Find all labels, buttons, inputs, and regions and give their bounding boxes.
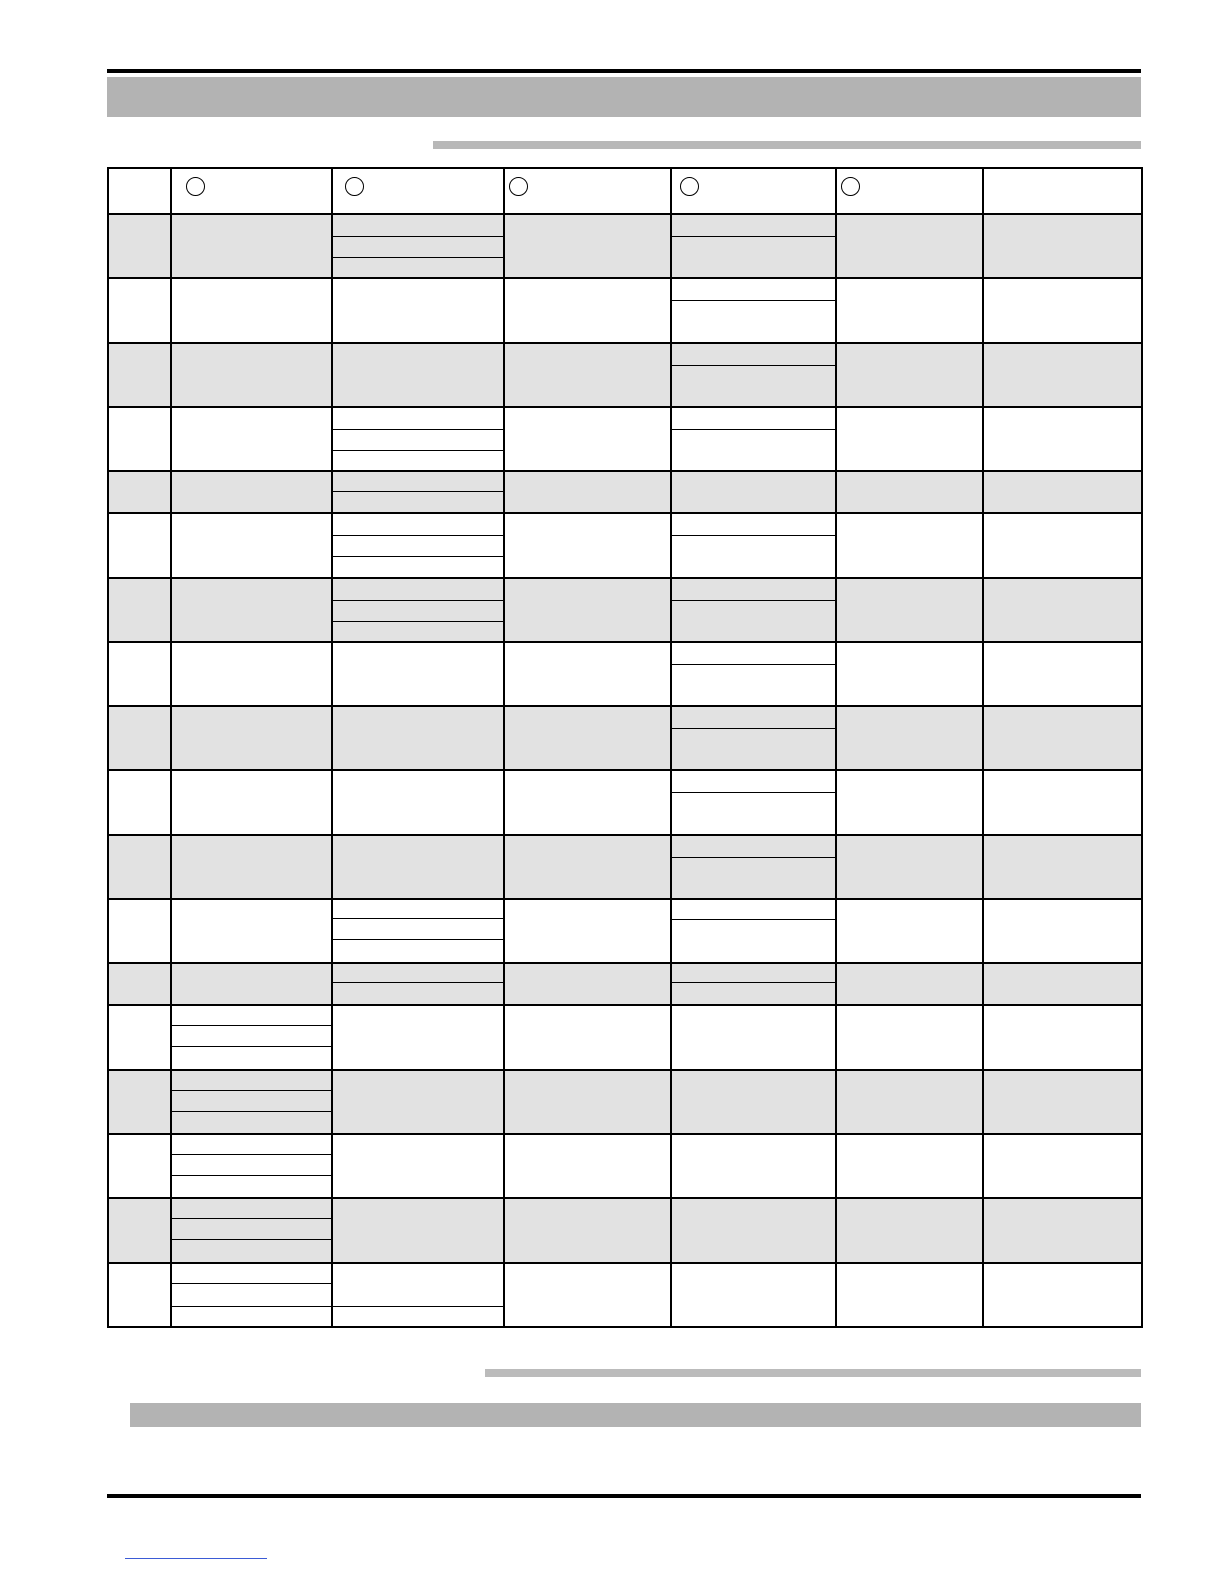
table-cell xyxy=(108,1263,171,1327)
header-cell xyxy=(332,168,504,214)
table-row xyxy=(108,1005,1142,1069)
table-cell xyxy=(983,214,1142,278)
table-cell xyxy=(836,963,983,1005)
table-cell xyxy=(836,278,983,342)
table-row xyxy=(108,471,1142,513)
table-cell xyxy=(836,1263,983,1327)
table-cell xyxy=(332,578,504,642)
table-cell xyxy=(983,1134,1142,1198)
table-cell xyxy=(983,1198,1142,1262)
table-cell xyxy=(108,471,171,513)
table-row xyxy=(108,214,1142,278)
table-cell xyxy=(671,835,836,899)
table-cell xyxy=(504,1070,671,1134)
bottom-rule xyxy=(107,1494,1141,1498)
table-cell xyxy=(171,1198,332,1262)
table-cell xyxy=(836,471,983,513)
table-cell xyxy=(108,278,171,342)
table-row xyxy=(108,1198,1142,1262)
table-cell xyxy=(671,1070,836,1134)
table-cell xyxy=(108,578,171,642)
table-row xyxy=(108,513,1142,577)
table-cell xyxy=(504,1263,671,1327)
table-cell xyxy=(983,578,1142,642)
table-row xyxy=(108,407,1142,471)
table-cell xyxy=(983,706,1142,770)
table-cell xyxy=(671,343,836,407)
table-cell xyxy=(671,1198,836,1262)
table-cell xyxy=(836,1134,983,1198)
table-cell xyxy=(836,214,983,278)
table-cell xyxy=(504,1198,671,1262)
column-marker-circle xyxy=(841,177,860,196)
bottom-section-heading-bar xyxy=(485,1369,1141,1377)
table-cell xyxy=(108,407,171,471)
table-cell xyxy=(671,899,836,963)
table-cell xyxy=(332,471,504,513)
table-cell xyxy=(332,835,504,899)
top-rule xyxy=(107,69,1141,73)
table-cell xyxy=(332,1070,504,1134)
footer-link[interactable] xyxy=(125,1558,267,1559)
table-cell xyxy=(983,770,1142,834)
table-cell xyxy=(108,513,171,577)
table-cell xyxy=(983,471,1142,513)
table-row xyxy=(108,642,1142,706)
table-cell xyxy=(108,835,171,899)
table-cell xyxy=(332,963,504,1005)
table-cell xyxy=(108,1198,171,1262)
table-row xyxy=(108,706,1142,770)
table-cell xyxy=(836,407,983,471)
column-marker-circle xyxy=(345,177,364,196)
table-cell xyxy=(171,214,332,278)
table-cell xyxy=(983,899,1142,963)
header-cell xyxy=(171,168,332,214)
table-cell xyxy=(332,407,504,471)
table-cell xyxy=(171,706,332,770)
table-cell xyxy=(108,214,171,278)
table-cell xyxy=(671,407,836,471)
section-heading-bar xyxy=(433,141,1141,149)
table-cell xyxy=(171,1070,332,1134)
table-cell xyxy=(171,899,332,963)
table-cell xyxy=(332,899,504,963)
table-cell xyxy=(671,471,836,513)
table-row xyxy=(108,1263,1142,1327)
table-cell xyxy=(332,642,504,706)
table-cell xyxy=(332,214,504,278)
header-cell xyxy=(836,168,983,214)
table-cell xyxy=(332,1134,504,1198)
table-cell xyxy=(504,899,671,963)
table-cell xyxy=(108,1005,171,1069)
table-cell xyxy=(983,407,1142,471)
table-cell xyxy=(171,1005,332,1069)
table-cell xyxy=(836,343,983,407)
table-cell xyxy=(332,513,504,577)
table-cell xyxy=(504,1005,671,1069)
table-row xyxy=(108,578,1142,642)
table-cell xyxy=(983,1070,1142,1134)
table-cell xyxy=(671,770,836,834)
table-cell xyxy=(332,1263,504,1327)
table-cell xyxy=(171,578,332,642)
table-cell xyxy=(171,278,332,342)
table-cell xyxy=(983,835,1142,899)
table-row xyxy=(108,835,1142,899)
table-cell xyxy=(171,471,332,513)
column-marker-circle xyxy=(186,177,205,196)
table-cell xyxy=(108,963,171,1005)
data-table xyxy=(107,167,1143,1328)
table-cell xyxy=(504,1134,671,1198)
table-cell xyxy=(171,642,332,706)
table-row xyxy=(108,1070,1142,1134)
table-cell xyxy=(836,835,983,899)
table-cell xyxy=(983,1263,1142,1327)
table-cell xyxy=(504,407,671,471)
table-row xyxy=(108,963,1142,1005)
table-cell xyxy=(836,1005,983,1069)
table-cell xyxy=(983,1005,1142,1069)
table-cell xyxy=(671,578,836,642)
table-cell xyxy=(504,963,671,1005)
table-cell xyxy=(504,578,671,642)
table-cell xyxy=(504,770,671,834)
table-cell xyxy=(332,770,504,834)
table-cell xyxy=(108,343,171,407)
table-cell xyxy=(983,343,1142,407)
table-cell xyxy=(332,278,504,342)
table-cell xyxy=(108,1070,171,1134)
table-row xyxy=(108,278,1142,342)
table-cell xyxy=(836,706,983,770)
table-cell xyxy=(108,1134,171,1198)
table-cell xyxy=(332,343,504,407)
table-cell xyxy=(171,407,332,471)
table-cell xyxy=(171,513,332,577)
table-cell xyxy=(108,642,171,706)
bottom-title-bar xyxy=(130,1403,1141,1427)
table-cell xyxy=(108,770,171,834)
table-cell xyxy=(671,1263,836,1327)
table-header-row xyxy=(108,168,1142,214)
table-cell xyxy=(983,513,1142,577)
table-row xyxy=(108,770,1142,834)
table-row xyxy=(108,343,1142,407)
page-title-bar xyxy=(107,77,1141,117)
table-cell xyxy=(671,1134,836,1198)
table-cell xyxy=(836,1070,983,1134)
table-cell xyxy=(983,278,1142,342)
table-cell xyxy=(671,1005,836,1069)
table-cell xyxy=(504,278,671,342)
table-cell xyxy=(671,706,836,770)
table-cell xyxy=(836,899,983,963)
header-cell xyxy=(108,168,171,214)
table-cell xyxy=(108,706,171,770)
header-cell xyxy=(671,168,836,214)
table-cell xyxy=(836,642,983,706)
table-cell xyxy=(504,513,671,577)
table-cell xyxy=(171,1263,332,1327)
table-cell xyxy=(671,214,836,278)
table-cell xyxy=(983,963,1142,1005)
header-cell xyxy=(983,168,1142,214)
table-cell xyxy=(171,835,332,899)
table-cell xyxy=(671,278,836,342)
table-cell xyxy=(504,343,671,407)
table-cell xyxy=(332,1198,504,1262)
table-cell xyxy=(171,963,332,1005)
table-cell xyxy=(108,899,171,963)
table-cell xyxy=(504,471,671,513)
table-cell xyxy=(671,642,836,706)
table-cell xyxy=(171,343,332,407)
header-cell xyxy=(504,168,671,214)
table-cell xyxy=(171,1134,332,1198)
column-marker-circle xyxy=(680,177,699,196)
table-cell xyxy=(671,963,836,1005)
table-cell xyxy=(504,214,671,278)
column-marker-circle xyxy=(509,177,528,196)
table-cell xyxy=(332,706,504,770)
table-cell xyxy=(836,578,983,642)
table-cell xyxy=(332,1005,504,1069)
table-cell xyxy=(836,770,983,834)
table-cell xyxy=(836,1198,983,1262)
table-row xyxy=(108,899,1142,963)
table-cell xyxy=(983,642,1142,706)
table-cell xyxy=(671,513,836,577)
table-cell xyxy=(504,706,671,770)
table-cell xyxy=(171,770,332,834)
table-cell xyxy=(836,513,983,577)
table-cell xyxy=(504,642,671,706)
table-cell xyxy=(504,835,671,899)
table-row xyxy=(108,1134,1142,1198)
